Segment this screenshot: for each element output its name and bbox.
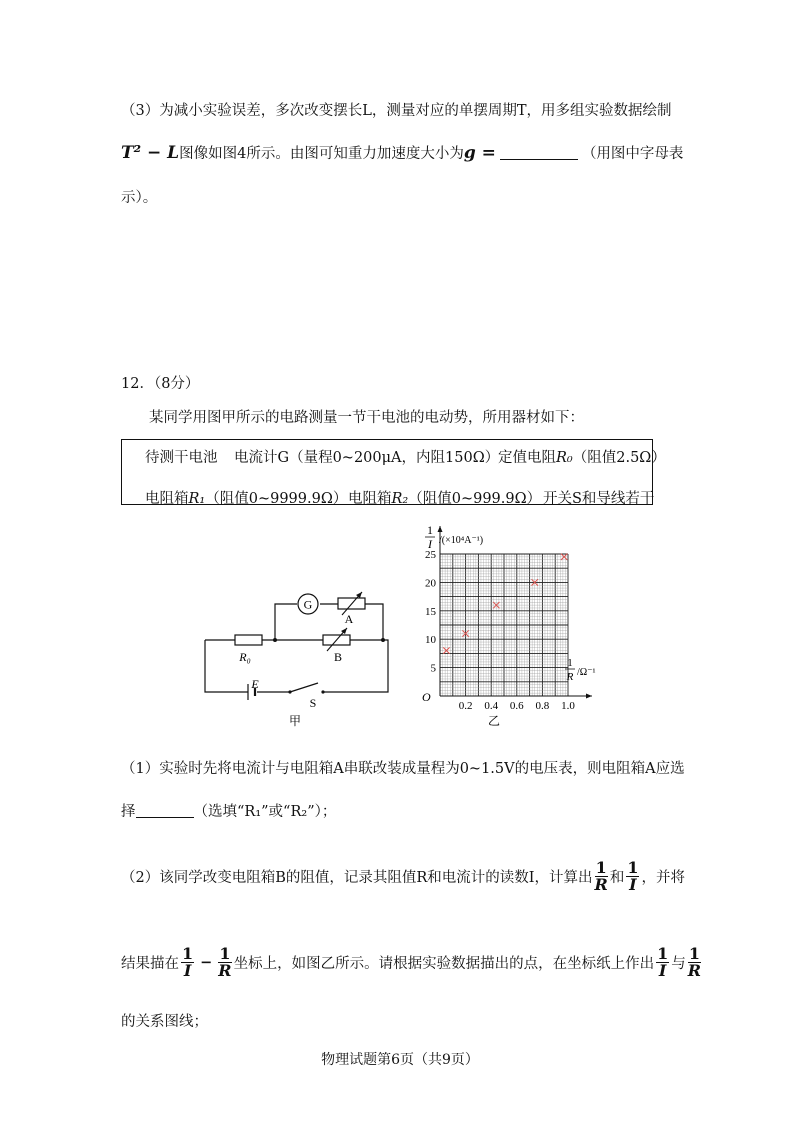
resistor-r0 <box>235 635 262 645</box>
q11-part3-line1: （3）为减小实验误差，多次改变摆长L，测量对应的单摆周期T，用多组实验数据绘制 <box>121 103 672 119</box>
y-tick-label: 5 <box>430 662 436 675</box>
x-tick-label: 0.8 <box>535 700 550 712</box>
page-footer: 物理试题第6页（共9页） <box>321 1052 479 1068</box>
y-label-num: 1 <box>427 523 433 537</box>
x-tick-label: 0.2 <box>458 700 473 712</box>
y-tick-label: 25 <box>425 549 436 561</box>
x-label-unit: /Ω⁻¹ <box>577 667 596 678</box>
label-r0: R₀ <box>239 650 251 664</box>
galvanometer-label: G <box>303 597 313 612</box>
y-label-unit: /(×10⁴A⁻¹) <box>439 535 484 546</box>
equip-galvanometer: 电流计G（量程0~200μA，内阻150Ω） <box>234 450 500 466</box>
fraction-one-over-i-3: $\frac{1}{I}$ <box>657 943 669 980</box>
label-s: S <box>309 696 317 710</box>
q12-number: 12．（8分） <box>121 376 200 392</box>
t2-l-expression: T² − L <box>121 143 180 163</box>
fraction-one-over-i-2: $\frac{1}{I}$ <box>182 943 194 980</box>
circuit-caption: 甲 <box>288 714 302 728</box>
q11-part3-line3: 示）。 <box>121 190 158 206</box>
fraction-one-over-r-3: $\frac{1}{R}$ <box>687 943 702 980</box>
label-a: A <box>344 612 354 626</box>
chart-caption: 乙 <box>487 714 501 728</box>
q12-part1-line1: （1）实验时先将电流计与电阻箱A串联改装成量程为0~1.5V的电压表，则电阻箱A应选 <box>121 761 685 777</box>
label-e: E <box>251 677 259 691</box>
q12-part2-line1: （2）该同学改变电阻箱B的阻值，记录其阻值R和电流计的读数I，计算出 $\frac{1}{R}$ 和 $\frac{1}{I}$ ，并将 <box>121 857 685 894</box>
y-tick-label: 10 <box>425 634 436 647</box>
origin-label: O <box>422 690 431 704</box>
q12-part2-line3: 的关系图线； <box>121 1014 208 1030</box>
x-label-den: R <box>566 671 574 683</box>
y-tick-label: 20 <box>425 577 436 590</box>
fraction-one-over-i: $\frac{1}{I}$ <box>627 857 639 894</box>
y-label-den: I <box>428 537 432 551</box>
equip-r1: 电阻箱R₁（阻值0~9999.9Ω） <box>145 491 348 507</box>
y-tick-label: 15 <box>425 605 436 618</box>
fraction-one-over-r-2: $\frac{1}{R}$ <box>218 943 232 980</box>
q12-intro: 某同学用图甲所示的电路测量一节干电池的电动势，所用器材如下： <box>149 410 584 426</box>
junction-dot-left <box>273 638 277 642</box>
equip-r2: 电阻箱R₂（阻值0~999.9Ω） <box>348 491 542 507</box>
x-tick-label: 0.4 <box>484 700 499 712</box>
answer-blank-resistor[interactable] <box>136 803 194 818</box>
equip-r0: 定值电阻R₀（阻值2.5Ω） <box>498 450 666 466</box>
q12-part2-line2: 结果描在 $\frac{1}{I}$ − $\frac{1}{R}$ 坐标上，如图乙所示。请根据实验数据描出的点，在坐标纸上作出 $\frac{1}{I}$ 与 $\frac{1}{R}$ <box>121 943 702 980</box>
q11-part3-line2 <box>121 142 683 163</box>
x-tick-label: 0.6 <box>509 700 524 712</box>
g-symbol: g = <box>463 143 496 163</box>
junction-dot-right <box>381 638 385 642</box>
q11-part3-line2-text: 图像如图4所示。由图可知重力加速度大小为 <box>179 146 464 162</box>
q11-part3-line2-tail: （用图中字母表 <box>581 146 684 162</box>
label-b: B <box>333 650 343 664</box>
fraction-one-over-r: $\frac{1}{R}$ <box>594 857 608 894</box>
x-tick-label: 1.0 <box>561 700 575 712</box>
circuit-diagram <box>195 585 405 730</box>
equip-switch: 开关S和导线若干 <box>543 491 655 507</box>
q12-part1-line2: 择 （选填“R₁”或“R₂”）； <box>121 804 337 820</box>
answer-blank-g[interactable] <box>500 145 578 160</box>
x-axis-arrow <box>586 694 592 699</box>
chart-1-over-i-vs-1-over-r <box>408 520 598 730</box>
y-axis-arrow <box>438 526 443 532</box>
equip-battery: 待测干电池 <box>145 450 218 466</box>
x-label-num: 1 <box>567 657 573 669</box>
